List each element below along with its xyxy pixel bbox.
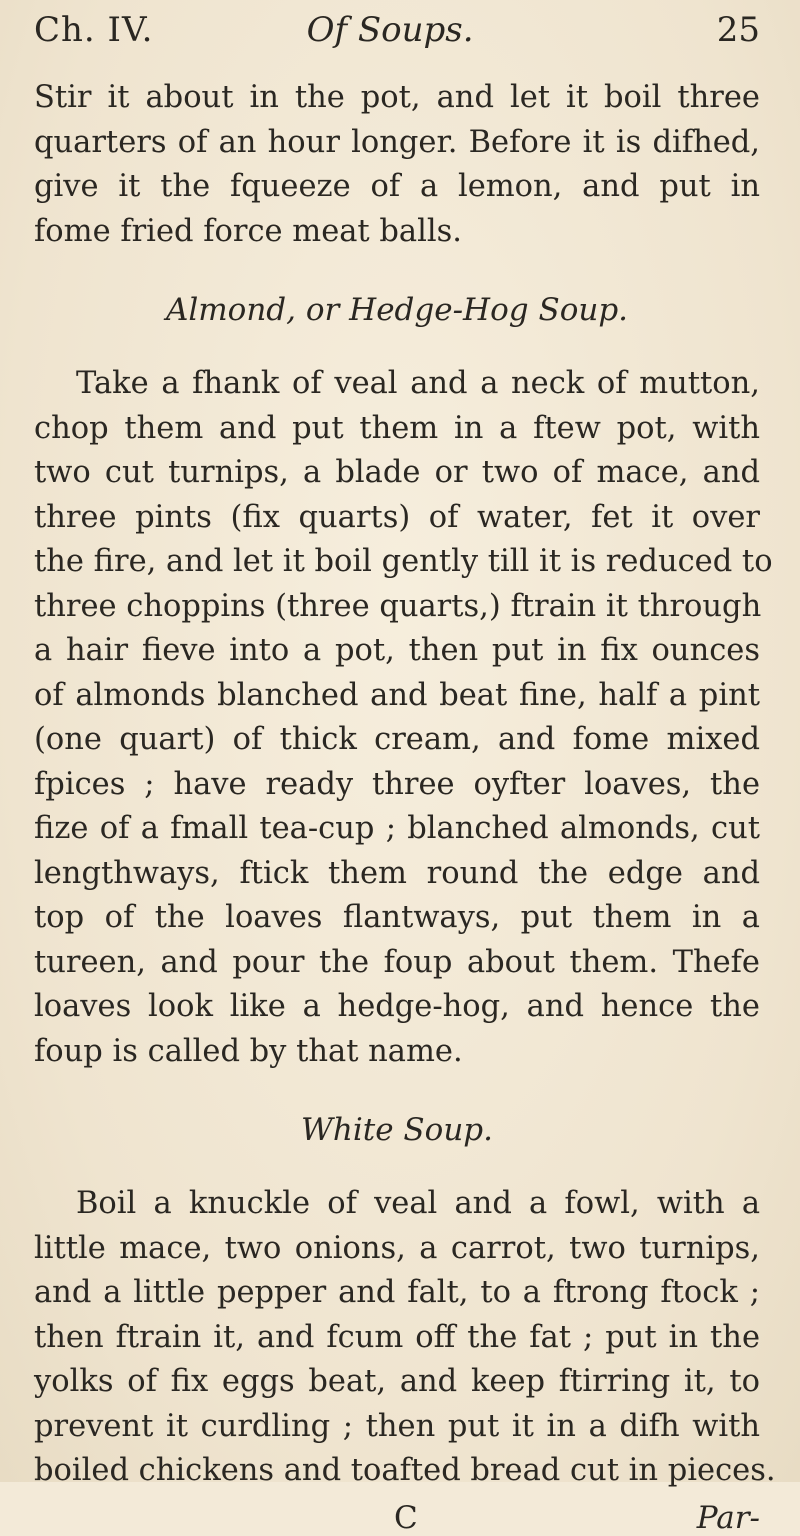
text-line: the fire, and let it boil gently till it is reduced to [34, 544, 773, 579]
running-title: Of Soups. [306, 10, 474, 50]
text-line: yolks of fix eggs beat, and keep ftirring it, to [34, 1364, 760, 1399]
page-number: 25 [716, 10, 760, 50]
chapter-label: Ch. IV. [34, 10, 154, 50]
text-line: boiled chickens and toafted bread cut in pieces. [34, 1453, 776, 1488]
text-line: of almonds blanched and beat fine, half a pint [34, 677, 760, 713]
text-line: quarters of an hour longer. Before it is difhed, [34, 124, 760, 160]
text-line: and a little pepper and falt, to a ftrong ftock ; [34, 1275, 760, 1310]
text-line: chop them and put them in a ftew pot, with [34, 410, 760, 446]
text-line: tureen, and pour the foup about them. Thefe [34, 944, 760, 980]
text-line: top of the loaves flantways, put them in a [34, 900, 760, 935]
almond-soup-paragraph [34, 362, 773, 1074]
text-line: three choppins (three quarts,) ftrain it through [34, 588, 762, 624]
text-line: then ftrain it, and fcum off the fat ; put in the [34, 1319, 760, 1355]
page-footer [34, 1500, 760, 1536]
text-line: prevent it curdling ; then put it in a difh with [34, 1408, 760, 1444]
text-line: lengthways, ftick them round the edge and [34, 855, 760, 891]
text-line: Stir it about in the pot, and let it boil three [34, 80, 760, 115]
text-line: give it the fqueeze of a lemon, and put in [34, 169, 760, 204]
text-line: two cut turnips, a blade or two of mace, and [34, 455, 760, 490]
text-line: (one quart) of thick cream, and fome mixed [34, 722, 760, 757]
text-line: fpices ; have ready three oyfter loaves, the [34, 766, 760, 802]
section-heading-almond-soup: Almond, or Hedge-Hog Soup. [165, 292, 629, 328]
text-line: Boil a knuckle of veal and a fowl, with a [76, 1186, 760, 1221]
text-line: foup is called by that name. [34, 1033, 463, 1069]
text-line: little mace, two onions, a carrot, two turnips, [34, 1230, 760, 1266]
text-line: a hair fieve into a pot, then put in fix ounces [34, 633, 760, 668]
section-heading-white-soup: White Soup. [301, 1112, 493, 1148]
signature-mark: C [394, 1499, 418, 1536]
white-soup-paragraph [34, 1182, 776, 1494]
text-line: loaves look like a hedge-hog, and hence the [34, 989, 760, 1024]
catchword: Par- [696, 1499, 760, 1536]
text-line: three pints (fix quarts) of water, fet it over [34, 499, 760, 535]
continued-paragraph [34, 76, 760, 254]
text-line: Take a fhank of veal and a neck of mutton, [76, 366, 760, 401]
text-line: fize of a fmall tea-cup ; blanched almonds, cut [34, 811, 760, 846]
running-head [34, 10, 760, 76]
text-line: fome fried force meat balls. [34, 213, 462, 249]
